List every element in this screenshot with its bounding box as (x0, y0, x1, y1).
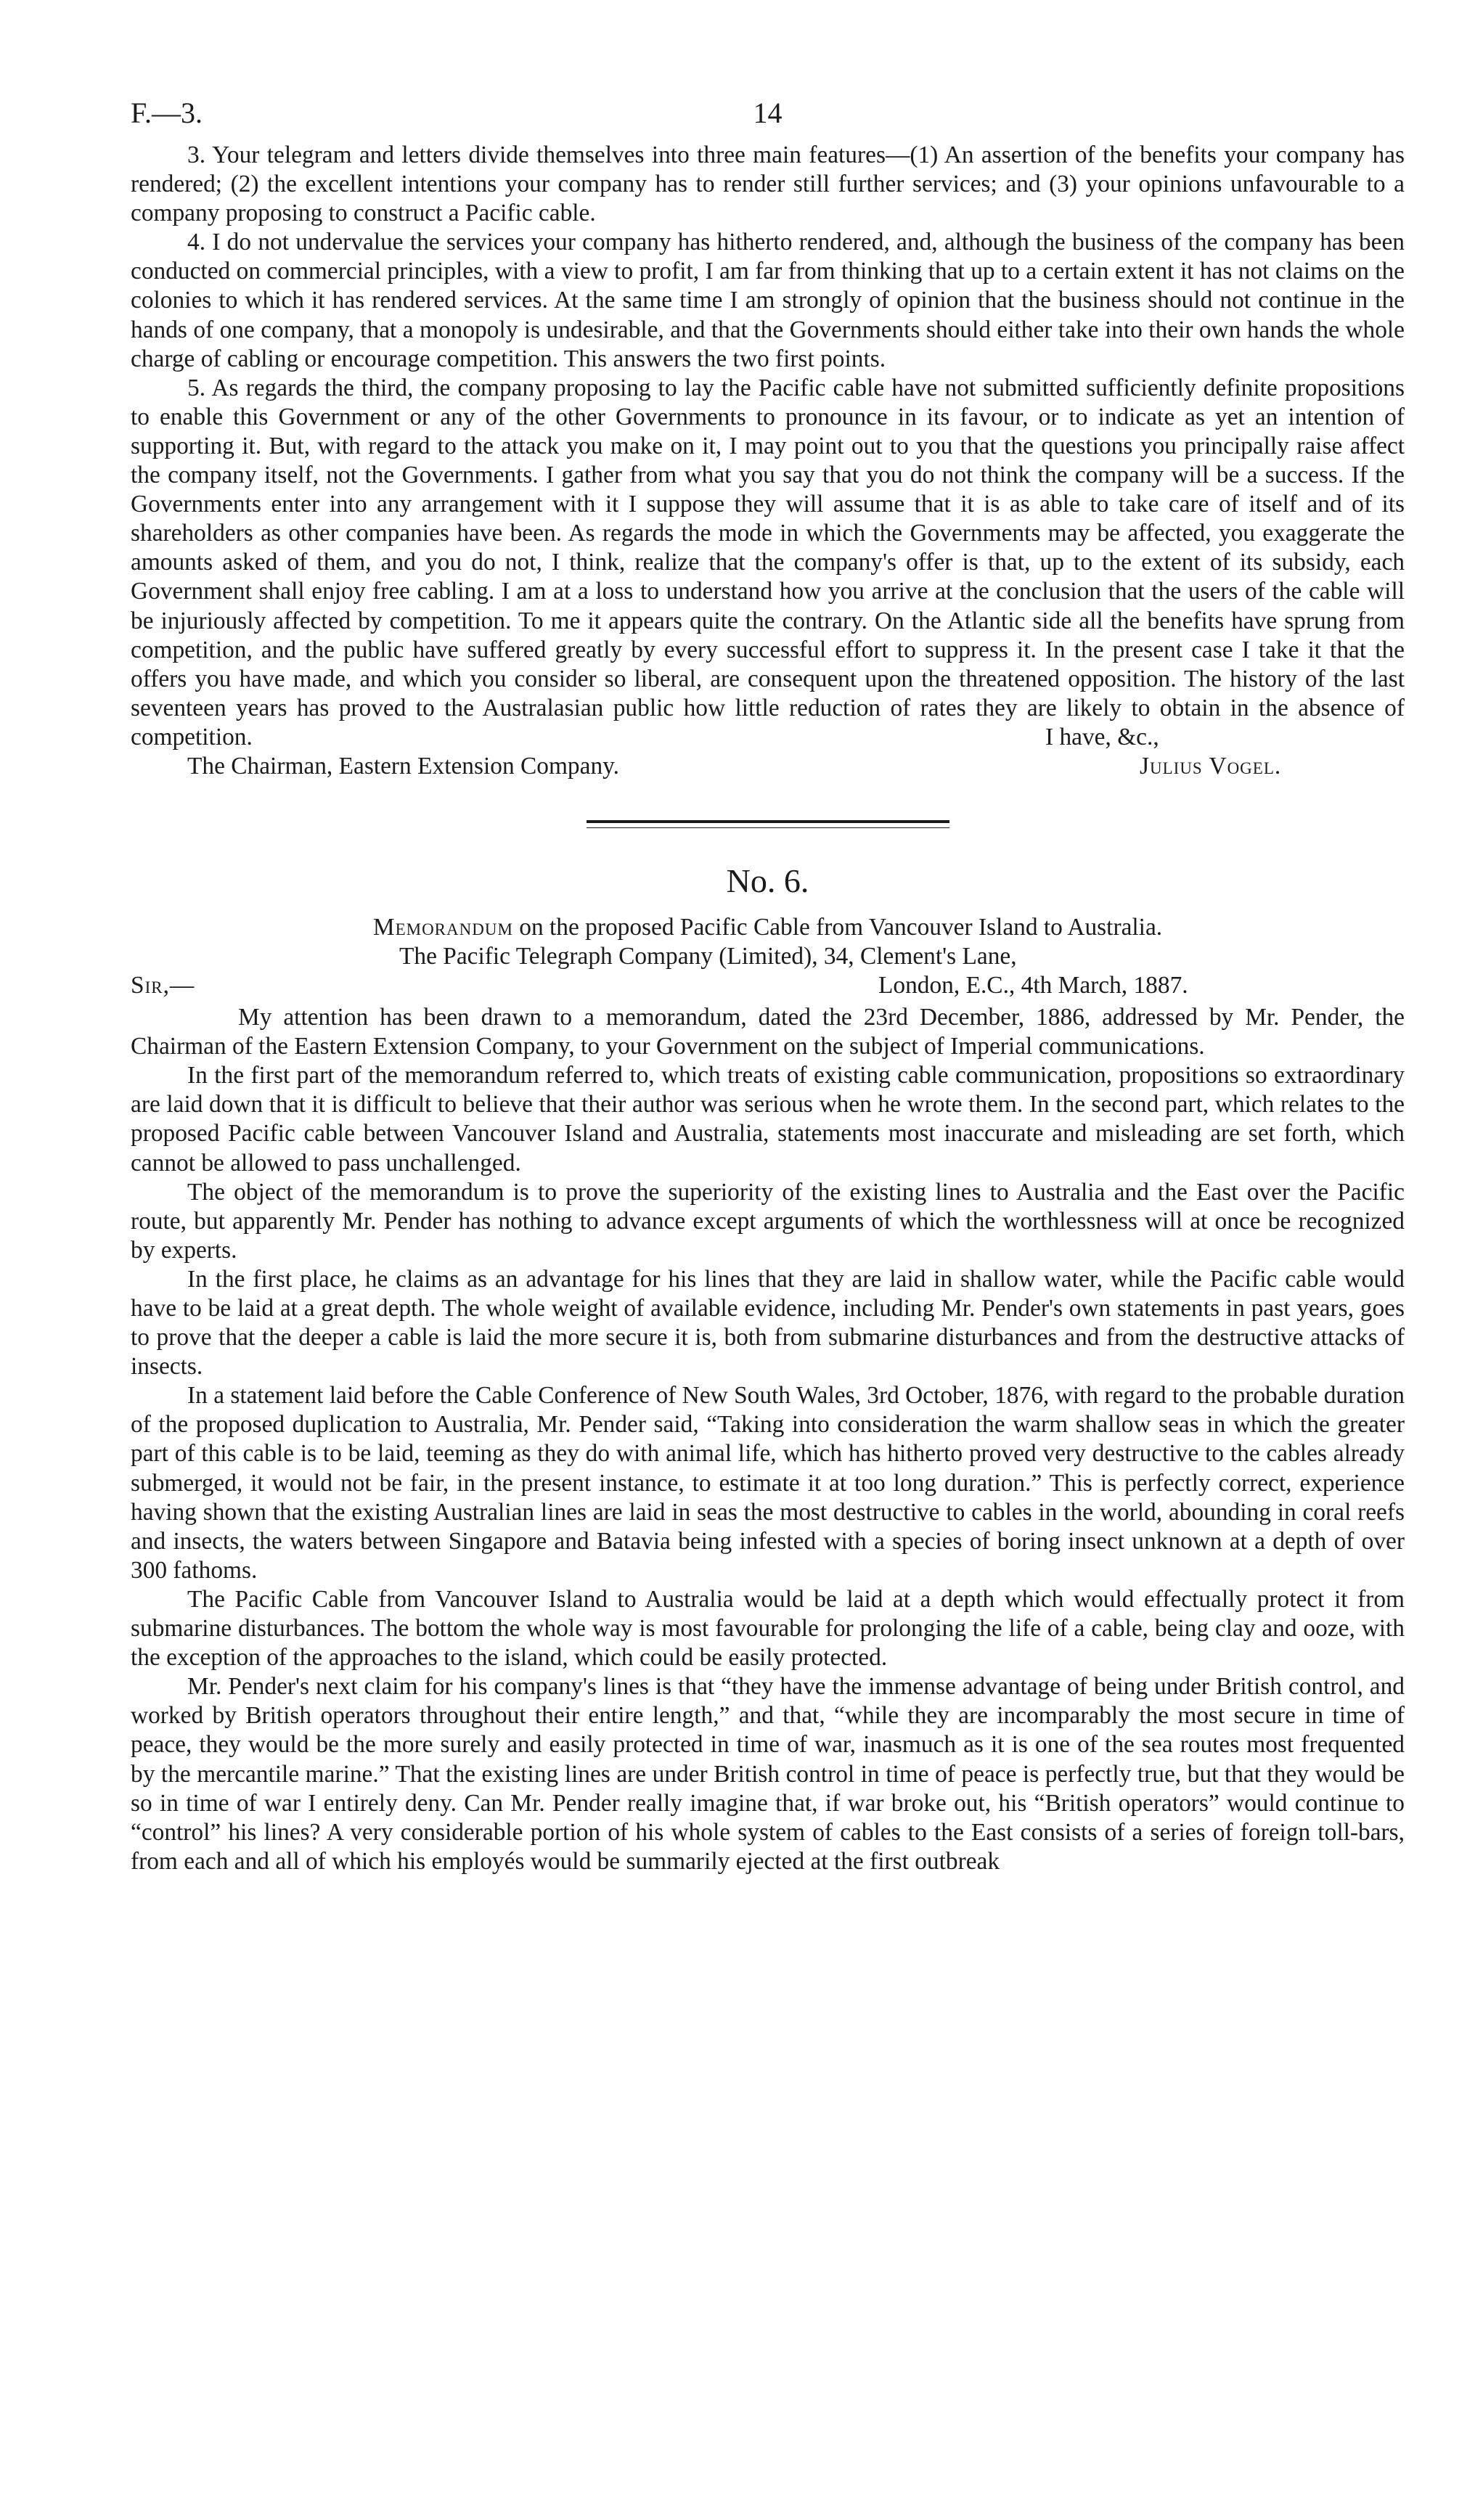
addressee: The Chairman, Eastern Extension Company. (187, 752, 620, 780)
letter-closing (131, 723, 1405, 781)
page-header (131, 86, 1405, 136)
paragraph-4: 4. I do not undervalue the services your company has hitherto rendered, and, although the business of the company has been conducted on commercial principles, with a view to profit, I am far from thinking that up to a certain extent it has not claims on the colonies to which it has rendered services. At the same time I am strongly of opinion that the business should not continue in the hands of one company, that a monopoly is undesirable, and that the Governments should either take into their own hands the whole charge of cabling or encourage competition. This answers the two first points. (131, 229, 1405, 372)
memorandum-body (131, 1003, 1405, 1876)
date-line: London, E.C., 4th March, 1887. (878, 972, 1188, 999)
memorandum-title-rest: on the proposed Pacific Cable from Vancouver Island to Australia. (512, 913, 1163, 941)
letter-body (131, 141, 1405, 752)
section-divider (131, 781, 1405, 848)
document-number: No. 6. (726, 862, 809, 899)
salutation: Sir,— (131, 972, 195, 999)
memo-paragraph-1: My attention has been drawn to a memorandum, dated the 23rd December, 1886, addressed by Mr. Pender, the Chairman of the Eastern Extension Company, to your Government on the subject of Imperial communications. (131, 1004, 1405, 1060)
memo-paragraph-5: In a statement laid before the Cable Conference of New South Wales, 3rd October, 1876, with regard to the probable duration of the proposed duplication to Australia, Mr. Pender said, “Taking into consideration the warm shallow seas in which the greater part of this cable is to be laid, teeming as they do with animal life, which has hitherto proved very destructive to the cables already submerged, it would not be fair, in the present instance, to estimate it at too long duration.” This is perfectly correct, experience having shown that the existing Australian lines are laid in seas the most destructive to cables in the world, abounding in coral reefs and insects, the waters between Singapore and Batavia being infested with a species of boring insect unknown at a depth of over 300 fathoms. (131, 1382, 1405, 1584)
sender-address: The Pacific Telegraph Company (Limited), 34, Clement's Lane, (399, 943, 1017, 970)
closing-phrase: I have, &c., (1045, 723, 1159, 750)
memorandum-title-lead: Memorandum (372, 913, 513, 941)
memo-paragraph-4: In the first place, he claims as an advantage for his lines that they are laid in shallow water, while the Pacific cable would have to be laid at a great depth. The whole weight of available evidence, including Mr. Pender's own statements in past years, goes to prove that the deeper a cable is laid the more secure it is, both from submarine disturbances and from the destructive attacks of insects. (131, 1265, 1405, 1380)
addressee-line (131, 752, 1405, 781)
memorandum-title (131, 913, 1405, 942)
divider-rule (587, 820, 949, 828)
paragraph-3: 3. Your telegram and letters divide themselves into three main features—(1) An assertion of the benefits your company has rendered; (2) the excellent intentions your company has to render still further services; and (3) your opinions unfavourable to a company proposing to construct a Pacific cable. (131, 142, 1405, 227)
closing-line (131, 723, 1405, 752)
page-number: 14 (753, 97, 783, 129)
memo-paragraph-7: Mr. Pender's next claim for his company's lines is that “they have the immense advantage of being under British control, and worked by British operators throughout their entire length,” and that, “while they are incomparably the most secure in time of peace, they would be the more surely and easily protected in time of war, inasmuch as it is one of the sea routes most frequented by the mercantile marine.” That the existing lines are under British control in time of peace is perfectly true, but that they would be so in time of war I entirely deny. Can Mr. Pender really imagine that, if war broke out, his “British operators” would continue to “control” his lines? A very considerable portion of his whole system of cables to the East consists of a series of foreign toll-bars, from each and all of which his employés would be summarily ejected at the first outbreak (131, 1673, 1405, 1875)
parliamentary-paper-ref: F.—3. (131, 97, 203, 129)
memo-paragraph-2: In the first part of the memorandum referred to, which treats of existing cable communication, propositions so extraordinary are laid down that it is difficult to believe that their author was serious when he wrote them. In the second part, which relates to the proposed Pacific cable between Vancouver Island and Australia, statements most inaccurate and misleading are set forth, which cannot be allowed to pass unchallenged. (131, 1062, 1405, 1177)
paragraph-5: 5. As regards the third, the company proposing to lay the Pacific cable have not submitted sufficiently definite propositions to enable this Government or any of the other Governments to pronounce in its favour, or to indicate as yet an intention of supporting it. But, with regard to the attack you make on it, I may point out to you that the questions you principally raise affect the company itself, not the Governments. I gather from what you say that you do not think the company will be a success. If the Governments enter into any arrangement with it I suppose they will assume that it is as able to take care of itself and of its shareholders as other companies have been. As regards the mode in which the Governments may be affected, you exaggerate the amounts asked of them, and you do not, I think, realize that the company's offer is that, up to the extent of its subsidy, each Government shall enjoy free cabling. I am at a loss to understand how you arrive at the conclusion that the users of the cable will be injuriously affected by competition. To me it appears quite the contrary. On the Atlantic side all the benefits have sprung from competition, and the public have suffered greatly by every successful effort to suppress it. In the present case I take it that the offers you have made, and which you consider so liberal, are consequent upon the threatened opposition. The history of the last seventeen years has proved to the Australasian public how little reduction of rates they are likely to obtain in the absence of competition. (131, 374, 1405, 750)
address-block (131, 942, 1405, 1029)
memo-paragraph-3: The object of the memorandum is to prove the superiority of the existing lines to Australia and the East over the Pacific route, but apparently Mr. Pender has nothing to advance except arguments of which the worthlessness will at once be recognized by experts. (131, 1178, 1405, 1264)
signature: Julius Vogel. (1140, 752, 1282, 780)
memo-paragraph-6: The Pacific Cable from Vancouver Island to Australia would be laid at a depth which would effectually protect it from submarine disturbances. The bottom the whole way is most favourable for prolonging the life of a cable, being clay and ooze, with the exception of the approaches to the island, which could be easily protected. (131, 1585, 1405, 1672)
